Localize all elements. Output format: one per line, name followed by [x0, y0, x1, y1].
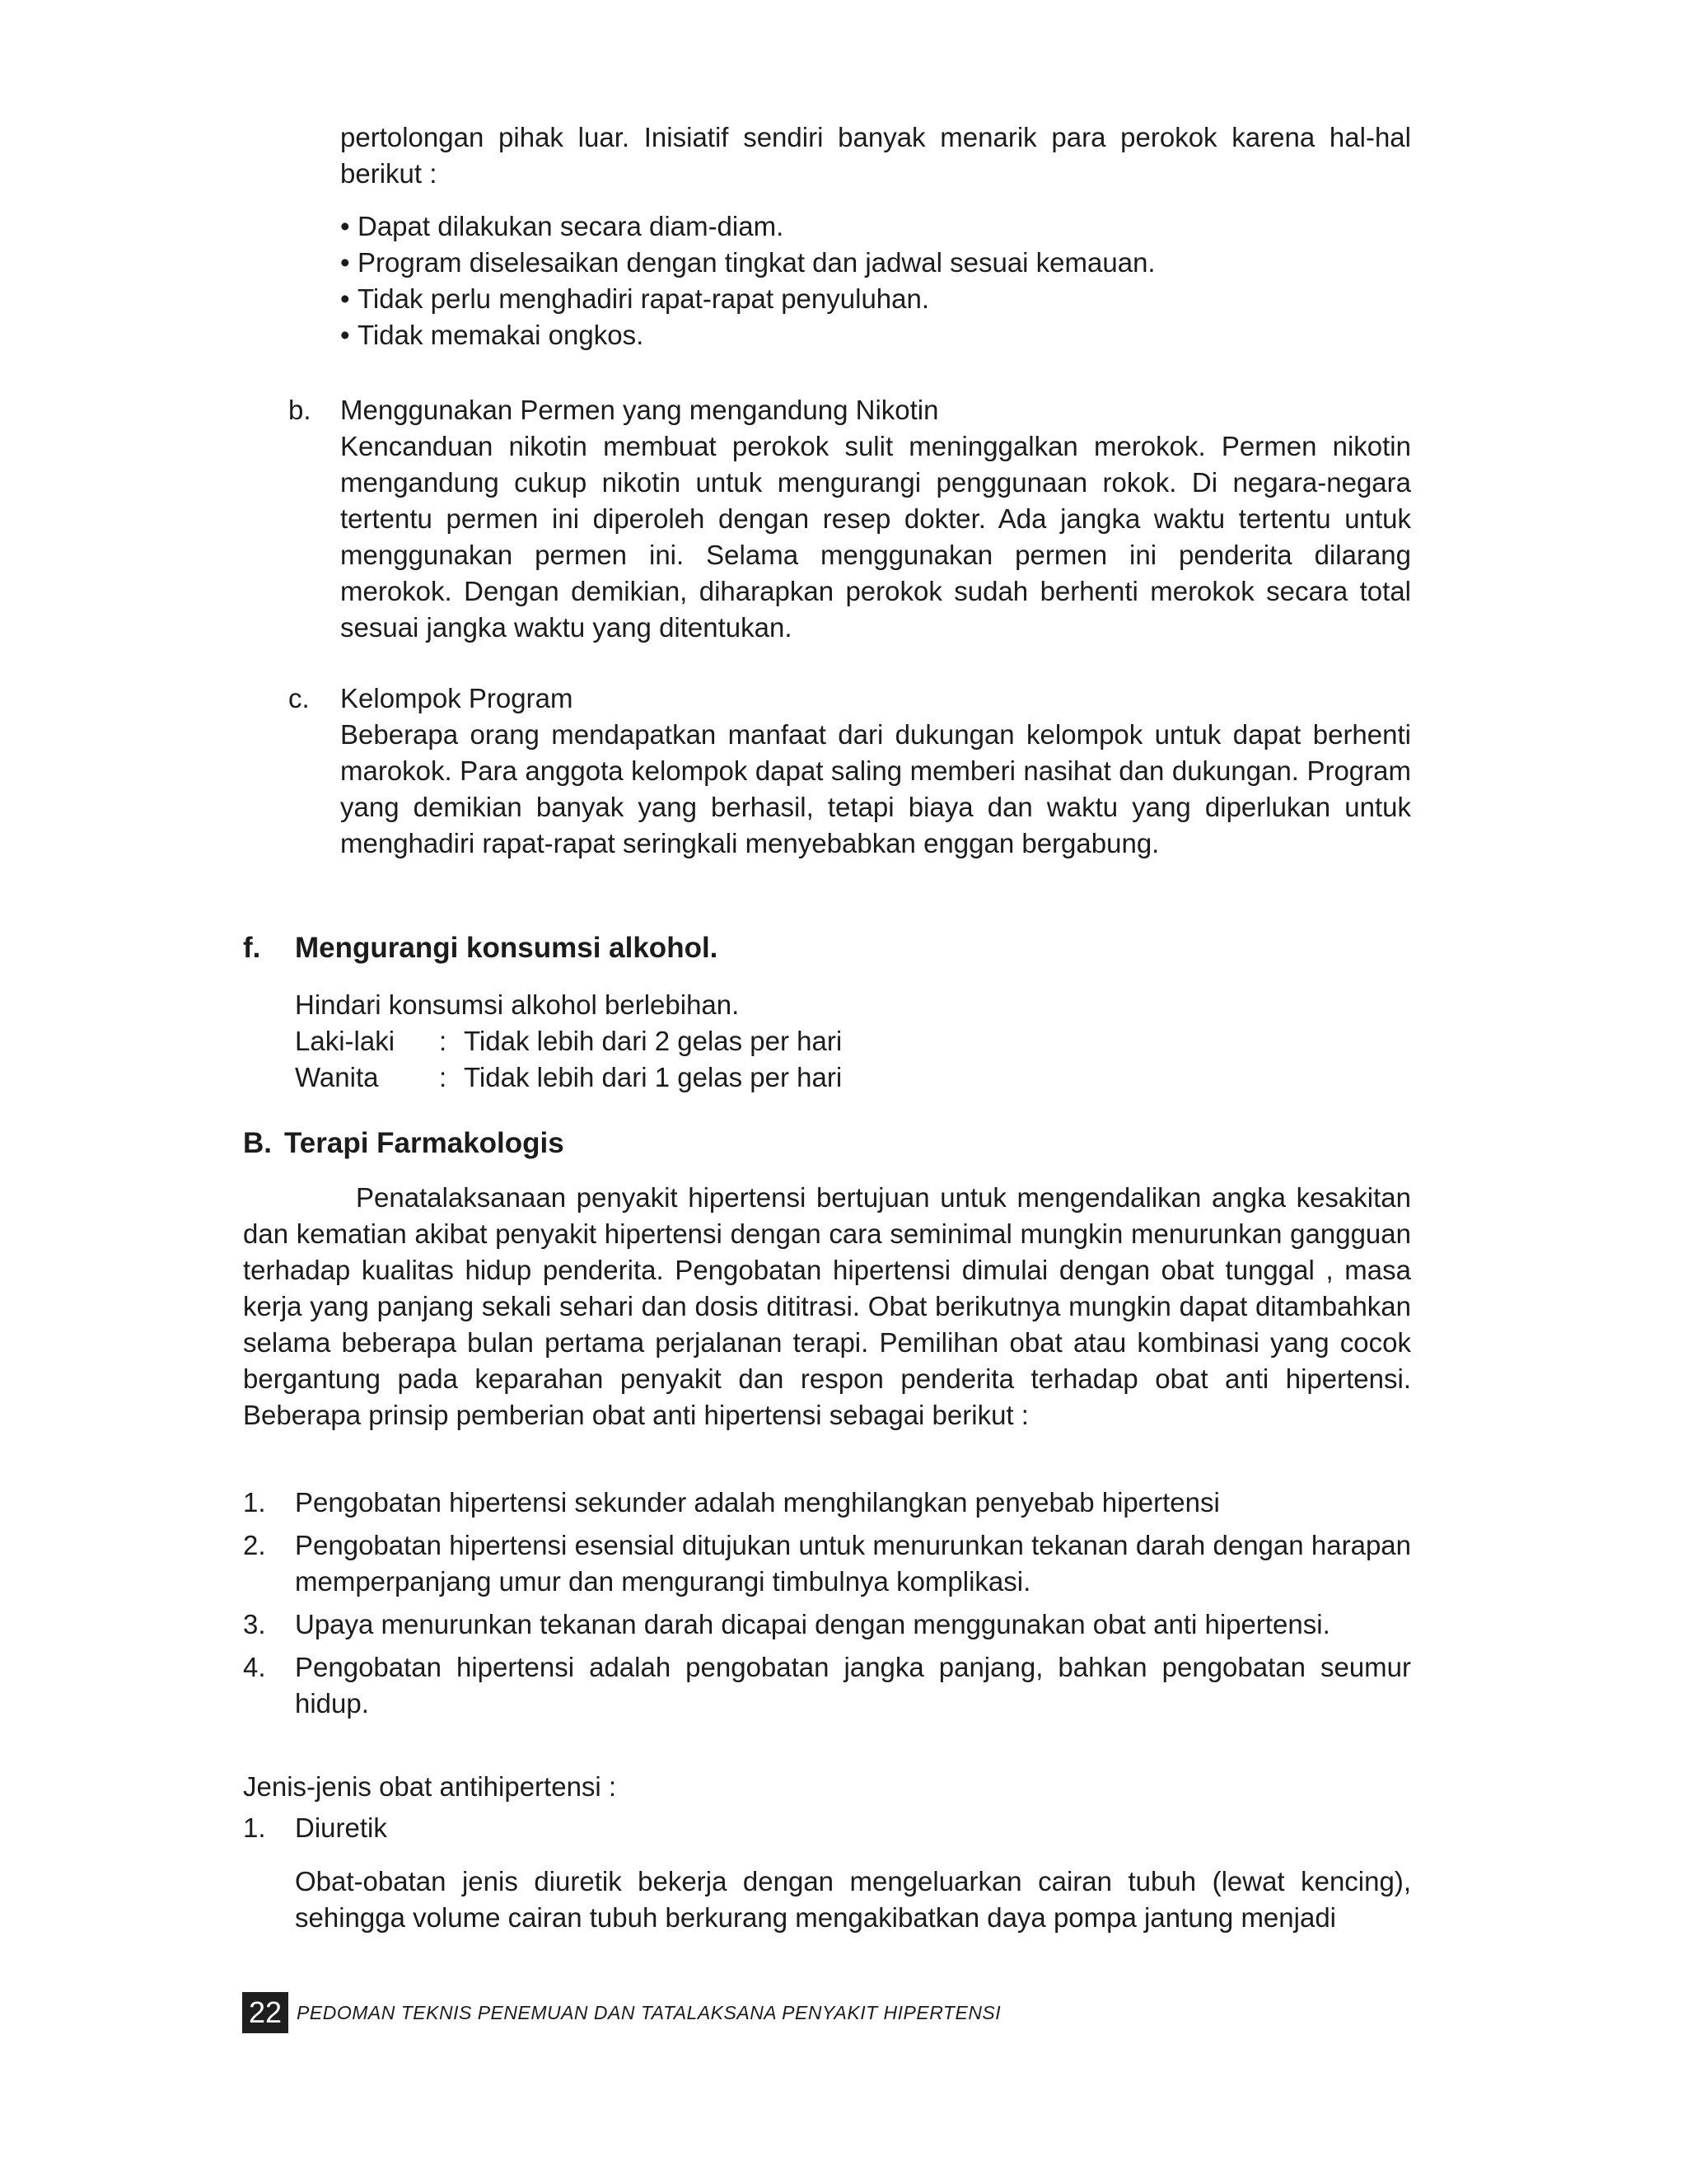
list-item — [340, 281, 1411, 317]
bullet-text: Dapat dilakukan secara diam-diam. — [357, 211, 784, 241]
alcohol-row-men — [295, 1023, 1119, 1059]
item-b-title: Menggunakan Permen yang mengandung Nikotin — [340, 395, 939, 425]
item-text: Upaya menurunkan tekanan darah dicapai dengan menggunakan obat anti hipertensi. — [295, 1609, 1330, 1639]
item-b-letter: b. — [288, 395, 311, 425]
page-number: 22 — [242, 1992, 288, 2033]
row-label: Laki-laki — [295, 1026, 395, 1056]
bullet-text: Tidak memakai ongkos. — [357, 320, 644, 350]
item-number: 3. — [243, 1609, 266, 1639]
section-b-heading — [243, 1125, 564, 1162]
item-c-letter: c. — [288, 683, 310, 713]
row-label: Wanita — [295, 1062, 379, 1092]
alcohol-row-women — [295, 1059, 1119, 1096]
section-b-title: Terapi Farmakologis — [284, 1127, 564, 1159]
alcohol-intro: Hindari konsumsi alkohol berlebihan. — [295, 989, 740, 1020]
diuretik-paragraph: Obat-obatan jenis diuretik bekerja dengan mengeluarkan cairan tubuh (lewat kencing), sehingga volume cairan tubuh berkurang mengakibatkan daya pompa jantung menjadi — [295, 1866, 1411, 1933]
bullet-text: Program diselesaikan dengan tingkat dan jadwal sesuai kemauan. — [357, 247, 1156, 278]
bullet-text: Tidak perlu menghadiri rapat-rapat penyuluhan. — [357, 283, 930, 314]
principles-list — [243, 1485, 1411, 1728]
bullet-marker: • — [340, 283, 350, 314]
pharmacology-paragraph: Penatalaksanaan penyakit hipertensi bertujuan untuk mengendalikan angka kesakitan dan kematian akibat penyakit hipertensi dengan cara seminimal mungkin menurunkan gangguan terhadap kualitas hidup penderita. Pengobatan hipertensi dimulai dengan obat tunggal , masa kerja yang panjang sekali sehari dan dosis dititrasi. Obat berikutnya mungkin dapat ditambahkan selama beberapa bulan pertama perjalanan terapi. Pemilihan obat atau kombinasi yang cocok bergantung pada keparahan penyakit dan respon penderita terhadap obat anti hipertensi. Beberapa prinsip pemberian obat anti hipertensi sebagai berikut : — [243, 1182, 1411, 1430]
item-number: 4. — [243, 1652, 266, 1682]
intro-block — [340, 119, 1411, 353]
item-c — [288, 680, 1411, 862]
list-item — [340, 245, 1411, 281]
footer-title: PEDOMAN TEKNIS PENEMUAN DAN TATALAKSANA PENYAKIT HIPERTENSI — [297, 2001, 1002, 2023]
bullet-marker: • — [340, 320, 350, 350]
alcohol-limits — [295, 987, 1119, 1096]
list-item — [340, 208, 1411, 245]
section-b-mark: B. — [243, 1127, 272, 1159]
item-c-paragraph: Beberapa orang mendapatkan manfaat dari dukungan kelompok untuk dapat berhenti marokok. Para anggota kelompok dapat saling memberi nasihat dan dukungan. Program yang demikian banyak yang berhasil, tetapi biaya dan waktu yang diperlukan untuk menghadiri rapat-rapat seringkali menyebabkan enggan bergabung. — [340, 719, 1411, 858]
item-b-paragraph: Kencanduan nikotin membuat perokok sulit meninggalkan merokok. Permen nikotin mengandung cukup nikotin untuk mengurangi penggunaan rokok. Di negara-negara tertentu permen ini diperoleh dengan resep dokter. Ada jangka waktu tertentu untuk menggunakan permen ini. Selama menggunakan permen ini penderita dilarang merokok. Dengan demikian, diharapkan perokok sudah berhenti merokok secara total sesuai jangka waktu yang ditentukan. — [340, 431, 1411, 643]
row-value: Tidak lebih dari 2 gelas per hari — [464, 1026, 843, 1056]
section-f-heading — [243, 930, 717, 966]
section-f-mark: f. — [243, 932, 261, 964]
intro-paragraph: pertolongan pihak luar. Inisiatif sendiri banyak menarik para perokok karena hal-hal berikut : — [340, 122, 1411, 189]
bullet-marker: • — [340, 247, 350, 278]
row-value: Tidak lebih dari 1 gelas per hari — [464, 1062, 843, 1092]
intro-bullet-list — [340, 208, 1411, 353]
list-item — [243, 1649, 1411, 1722]
drug-type-diuretik — [243, 1810, 387, 1846]
section-f-title: Mengurangi konsumsi alkohol. — [295, 932, 718, 964]
item-number: 1. — [243, 1487, 266, 1518]
bullet-marker: • — [340, 211, 350, 241]
item-text: Pengobatan hipertensi adalah pengobatan jangka panjang, bahkan pengobatan seumur hidup. — [295, 1652, 1411, 1719]
item-b — [288, 392, 1411, 646]
item-c-title: Kelompok Program — [340, 683, 573, 713]
item-number: 1. — [243, 1812, 266, 1843]
page-footer — [242, 1992, 1001, 2033]
item-text: Pengobatan hipertensi sekunder adalah menghilangkan penyebab hipertensi — [295, 1487, 1220, 1518]
drug-types-heading: Jenis-jenis obat antihipertensi : — [243, 1771, 617, 1802]
list-item — [243, 1485, 1411, 1521]
list-item — [243, 1527, 1411, 1600]
row-separator: : — [439, 1062, 447, 1092]
list-item — [340, 317, 1411, 353]
row-separator: : — [439, 1026, 447, 1056]
list-item — [243, 1606, 1411, 1643]
drug-type-name: Diuretik — [295, 1812, 387, 1843]
item-text: Pengobatan hipertensi esensial ditujukan untuk menurunkan tekanan darah dengan harapan memperpanjang umur dan mengurangi timbulnya komplikasi. — [295, 1530, 1411, 1597]
item-number: 2. — [243, 1530, 266, 1560]
